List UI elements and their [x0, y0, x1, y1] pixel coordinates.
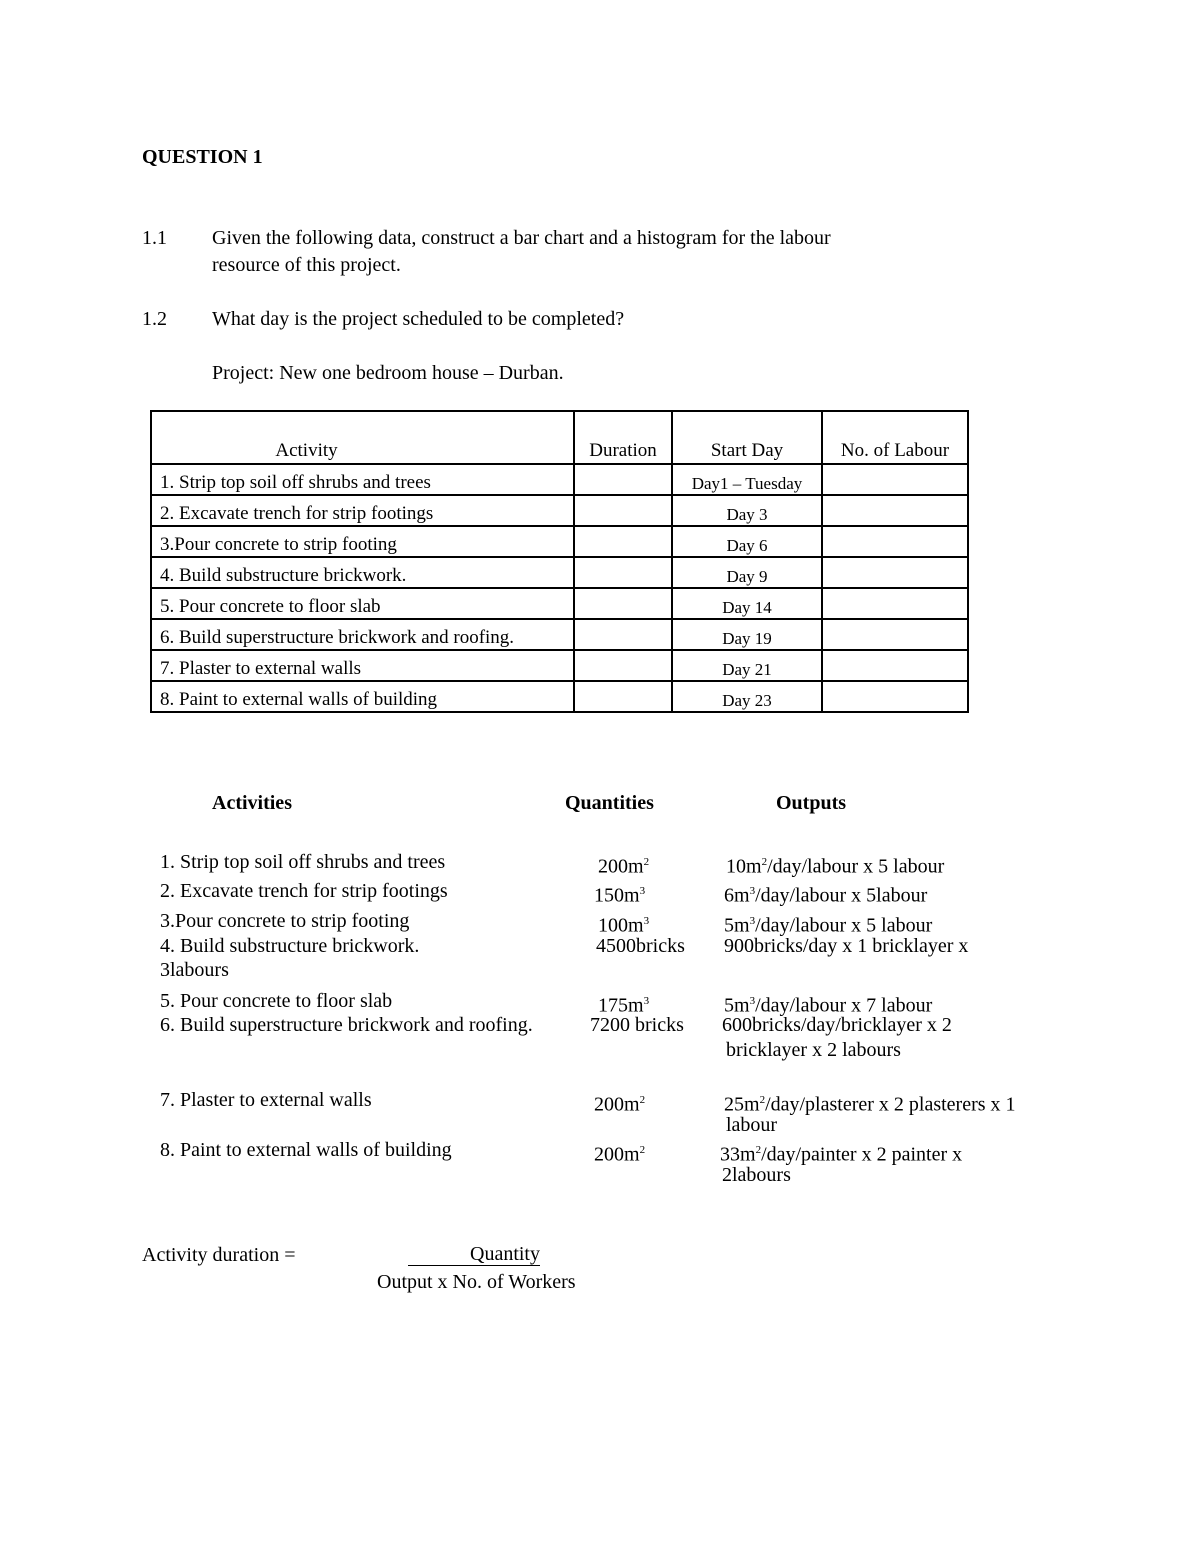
output-activity: 4. Build substructure brickwork.: [160, 935, 420, 957]
header-activity: Activity: [151, 411, 574, 464]
output-quantity: 7200 bricks: [590, 1014, 684, 1036]
table-row: [151, 588, 968, 619]
table-row: [151, 495, 968, 526]
labour-cell: [822, 588, 968, 619]
start-day-cell: Day 9: [672, 557, 822, 588]
table-row: [151, 619, 968, 650]
start-day-cell: Day 3: [672, 495, 822, 526]
duration-cell: [574, 464, 672, 495]
output-rate: 900bricks/day x 1 bricklayer x: [724, 935, 969, 957]
start-day-cell: Day1 – Tuesday: [672, 464, 822, 495]
table-row: [151, 464, 968, 495]
activity-cell: 7. Plaster to external walls: [151, 650, 574, 681]
table-row: [151, 650, 968, 681]
formula-numerator: Quantity: [408, 1243, 540, 1266]
duration-cell: [574, 650, 672, 681]
output-rate-continued: 2labours: [722, 1164, 791, 1186]
start-day-cell: Day 6: [672, 526, 822, 557]
duration-cell: [574, 495, 672, 526]
header-duration: Duration: [574, 411, 672, 464]
output-activity: 6. Build superstructure brickwork and roofing.: [160, 1014, 533, 1036]
start-day-cell: Day 14: [672, 588, 822, 619]
header-no-of-labour: No. of Labour: [822, 411, 968, 464]
output-quantity: $200m^2$: [594, 1143, 646, 1166]
formula-label: Activity duration =: [142, 1244, 296, 1266]
outputs-header-outputs: Outputs: [776, 792, 847, 814]
duration-cell: [574, 619, 672, 650]
labour-cell: [822, 526, 968, 557]
output-rate: $10m^2/day$/labour x 5 labour: [726, 855, 945, 878]
start-day-cell: Day 23: [672, 681, 822, 712]
output-quantity: $175m^3$: [598, 994, 650, 1017]
header-start-day: Start Day: [672, 411, 822, 464]
output-rate: $6m^3/day$/labour x 5labour: [724, 884, 928, 907]
activity-cell: 2. Excavate trench for strip footings: [151, 495, 574, 526]
labour-cell: [822, 464, 968, 495]
output-quantity: $150m^3$: [594, 884, 646, 907]
output-rate: $25m^2/day$/plasterer x 2 plasterers x 1: [724, 1093, 1016, 1116]
output-quantity: 4500bricks: [596, 935, 685, 957]
duration-cell: [574, 588, 672, 619]
duration-cell: [574, 526, 672, 557]
schedule-table: [150, 410, 969, 713]
output-rate: $5m^3/day$/labour x 7 labour: [724, 994, 933, 1017]
question-text-1-1: Given the following data, construct a bar chart and a histogram for the labour: [212, 227, 831, 249]
project-line: Project: New one bedroom house – Durban.: [212, 362, 564, 384]
output-rate-continued: labour: [726, 1114, 778, 1136]
output-activity: 1. Strip top soil off shrubs and trees: [160, 851, 446, 873]
output-activity-continued: 3labours: [160, 959, 229, 981]
start-day-cell: Day 21: [672, 650, 822, 681]
activity-cell: 3.Pour concrete to strip footing: [151, 526, 574, 557]
output-activity: 8. Paint to external walls of building: [160, 1139, 452, 1161]
output-activity: 5. Pour concrete to floor slab: [160, 990, 393, 1012]
output-rate-continued: bricklayer x 2 labours: [726, 1039, 901, 1061]
duration-cell: [574, 557, 672, 588]
outputs-header-quantities: Quantities: [565, 792, 654, 814]
output-activity: 7. Plaster to external walls: [160, 1089, 372, 1111]
labour-cell: [822, 619, 968, 650]
output-quantity: $200m^2$: [594, 1093, 646, 1116]
activity-cell: 6. Build superstructure brickwork and roofing.: [151, 619, 574, 650]
activity-cell: 4. Build substructure brickwork.: [151, 557, 574, 588]
labour-cell: [822, 495, 968, 526]
activity-cell: 1. Strip top soil off shrubs and trees: [151, 464, 574, 495]
output-rate: $33m^2/day$/painter x 2 painter x: [720, 1143, 963, 1166]
schedule-header-row: [151, 411, 968, 464]
table-row: [151, 681, 968, 712]
question-number-1-2: 1.2: [142, 308, 167, 330]
output-quantity: $100m^3$: [598, 914, 650, 937]
output-rate: $5m^3/day$/labour x 5 labour: [724, 914, 933, 937]
page-heading: QUESTION 1: [142, 146, 263, 168]
table-row: [151, 557, 968, 588]
labour-cell: [822, 681, 968, 712]
formula-denominator: Output x No. of Workers: [377, 1271, 576, 1293]
question-text-1-1-continued: resource of this project.: [212, 254, 401, 276]
activity-cell: 5. Pour concrete to floor slab: [151, 588, 574, 619]
outputs-header-activities: Activities: [212, 792, 292, 814]
output-rate: 600bricks/day/bricklayer x 2: [722, 1014, 952, 1036]
start-day-cell: Day 19: [672, 619, 822, 650]
labour-cell: [822, 557, 968, 588]
output-quantity: $200m^2$: [598, 855, 650, 878]
labour-cell: [822, 650, 968, 681]
question-number-1-1: 1.1: [142, 227, 167, 249]
activity-cell: 8. Paint to external walls of building: [151, 681, 574, 712]
duration-cell: [574, 681, 672, 712]
question-text-1-2: What day is the project scheduled to be completed?: [212, 308, 625, 330]
table-row: [151, 526, 968, 557]
output-activity: 3.Pour concrete to strip footing: [160, 910, 410, 932]
output-activity: 2. Excavate trench for strip footings: [160, 880, 448, 902]
